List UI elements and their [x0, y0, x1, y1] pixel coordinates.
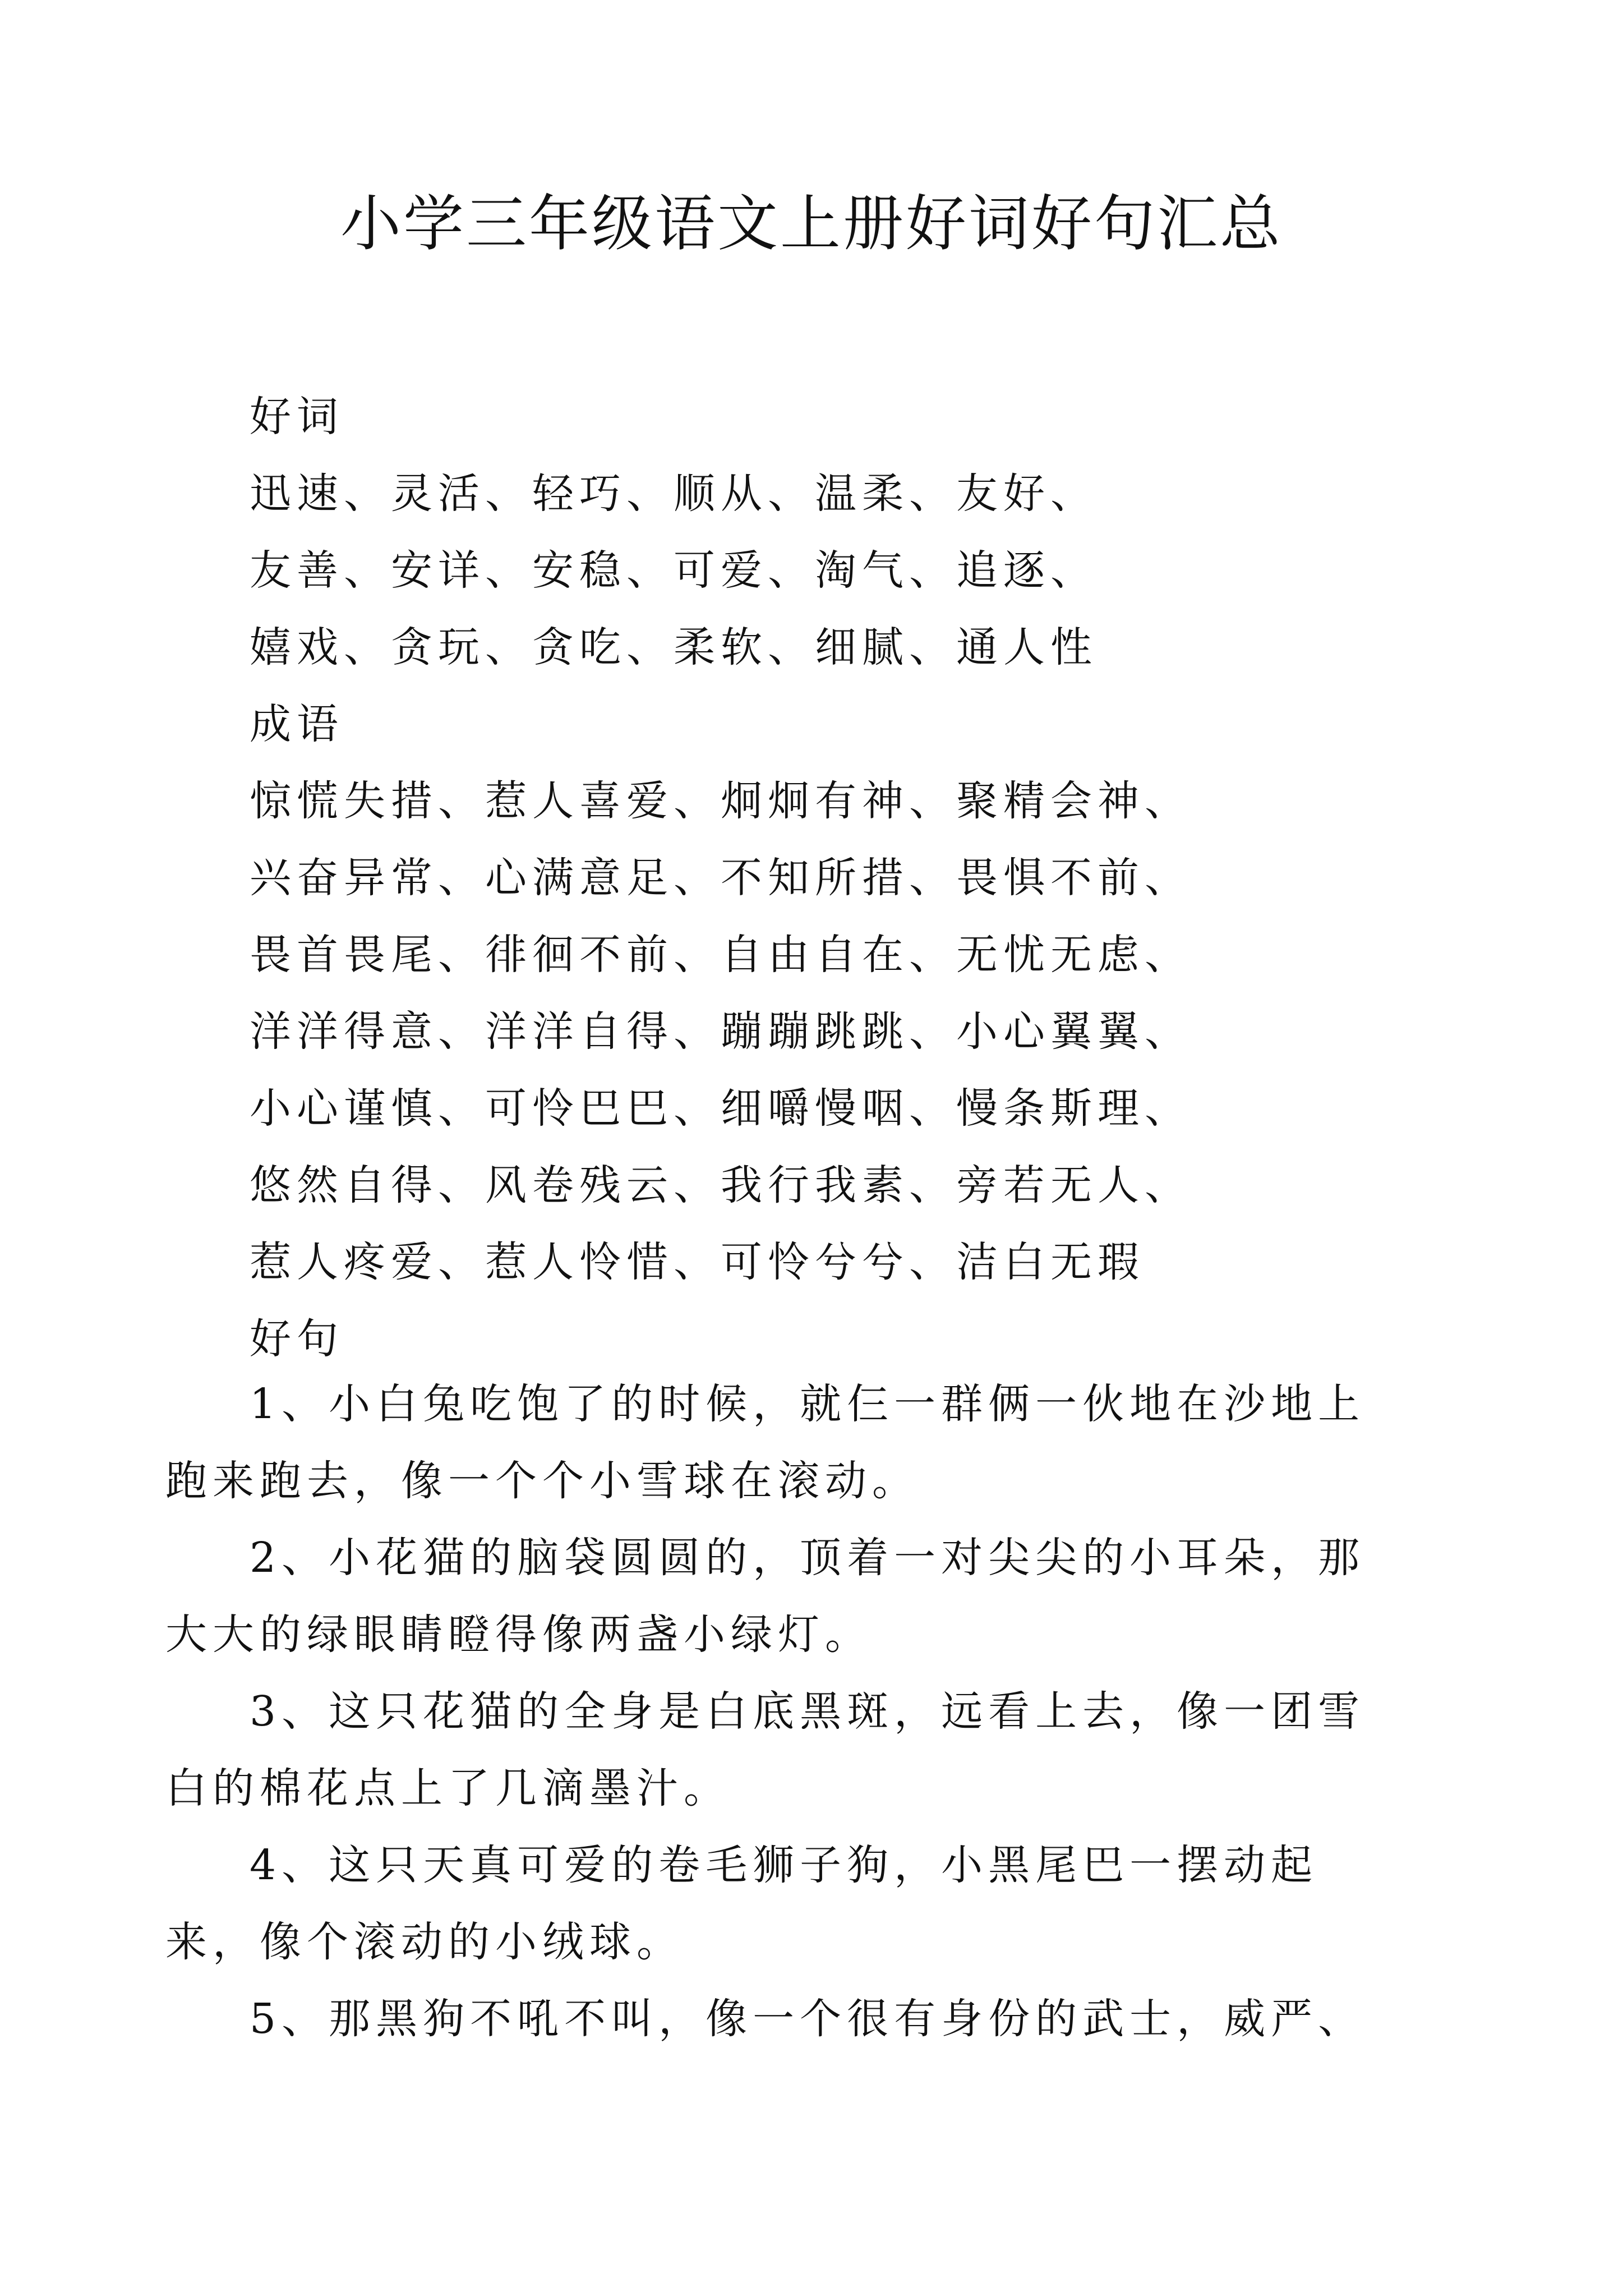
- idioms-line: 惊慌失措、惹人喜爱、炯炯有神、聚精会神、: [250, 777, 1192, 825]
- section-heading-idioms: 成语: [250, 700, 344, 748]
- idioms-line: 悠然自得、风卷残云、我行我素、旁若无人、: [250, 1161, 1192, 1209]
- idioms-line: 畏首畏尾、徘徊不前、自由自在、无忧无虑、: [250, 931, 1192, 979]
- section-heading-good-words: 好词: [250, 393, 344, 441]
- sentence-item: 3、这只花猫的全身是白底黑斑，远看上去，像一团雪白的棉花点上了几滴墨汁。: [165, 1687, 1366, 1812]
- good-words-line: 嬉戏、贪玩、贪吃、柔软、细腻、通人性: [250, 623, 1098, 671]
- sentence-item: 1、小白兔吃饱了的时候，就仨一群俩一伙地在沙地上跑来跑去，像一个个小雪球在滚动。: [165, 1380, 1366, 1505]
- sentence-item: 4、这只天真可爱的卷毛狮子狗，小黑尾巴一摆动起来，像个滚动的小绒球。: [165, 1841, 1318, 1966]
- idioms-line: 洋洋得意、洋洋自得、蹦蹦跳跳、小心翼翼、: [250, 1007, 1192, 1056]
- page-title: 小学三年级语文上册好词好句汇总: [340, 189, 1283, 259]
- document-body: [250, 379, 1405, 1378]
- good-words-line: 友善、安详、安稳、可爱、淘气、追逐、: [250, 546, 1098, 595]
- sentence-item: 5、那黑狗不吼不叫，像一个很有身份的武士，威严、: [250, 1995, 1366, 2043]
- idioms-line: 惹人疼爱、惹人怜惜、可怜兮兮、洁白无瑕: [250, 1238, 1145, 1286]
- sentence-item: 2、小花猫的脑袋圆圆的，顶着一对尖尖的小耳朵，那大大的绿眼睛瞪得像两盏小绿灯。: [165, 1534, 1366, 1659]
- idioms-line: 小心谨慎、可怜巴巴、细嚼慢咽、慢条斯理、: [250, 1084, 1192, 1133]
- idioms-line: 兴奋异常、心满意足、不知所措、畏惧不前、: [250, 854, 1192, 902]
- sentences-list: [165, 1366, 1405, 2058]
- good-words-line: 迅速、灵活、轻巧、顺从、温柔、友好、: [250, 470, 1098, 518]
- section-heading-good-sentences: 好句: [250, 1315, 344, 1363]
